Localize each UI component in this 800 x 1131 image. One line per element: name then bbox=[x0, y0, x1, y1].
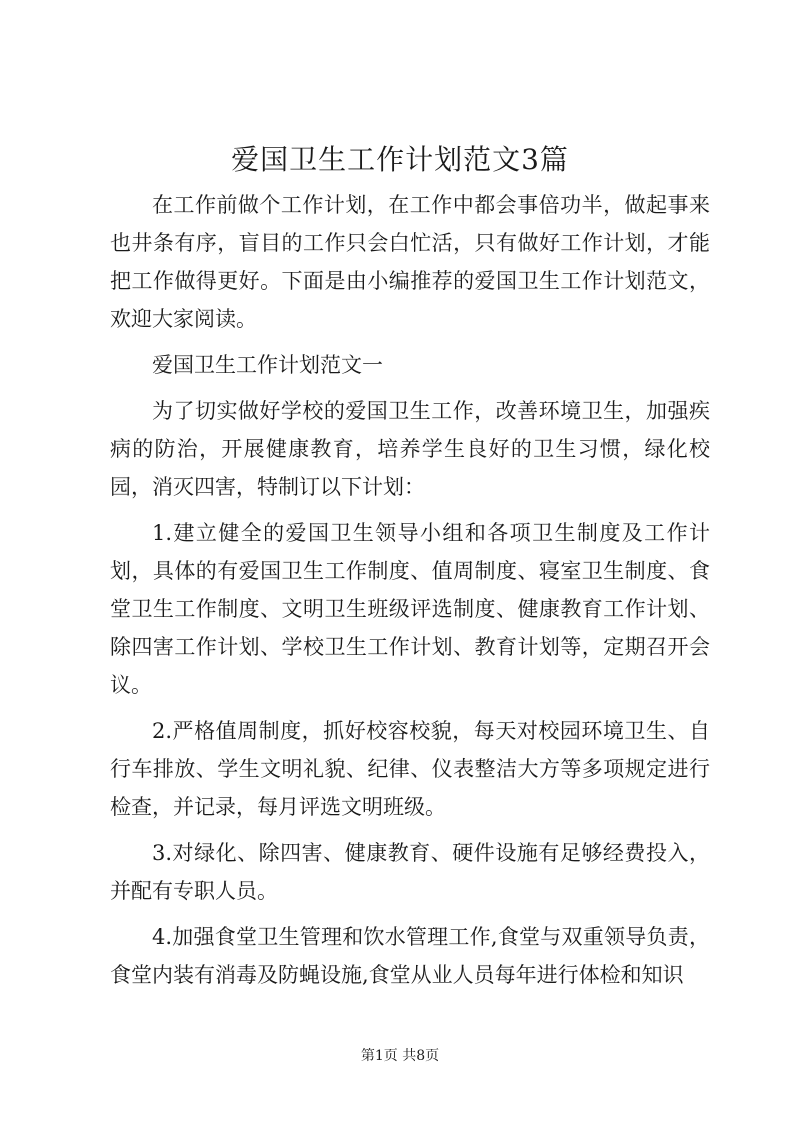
plan-item-1: 1.建立健全的爱国卫生领导小组和各项卫生制度及工作计划，具体的有爱国卫生工作制度、值周制度、寝室卫生制度、食堂卫生工作制度、文明卫生班级评选制度、健康教育工作计划、除四害工作计划、学校卫生工作计划、教育计划等，定期召开会议。 bbox=[110, 521, 710, 697]
document-title: 爱国卫生工作计划范文3篇 bbox=[231, 143, 569, 176]
plan-item-2: 2.严格值周制度，抓好校容校貌，每天对校园环境卫生、自行车排放、学生文明礼貌、纪律、仪表整洁大方等多项规定进行检查，并记录，每月评选文明班级。 bbox=[110, 719, 710, 819]
document-body bbox=[110, 186, 710, 1002]
plan-item-3: 3.对绿化、除四害、健康教育、硬件设施有足够经费投入，并配有专职人员。 bbox=[110, 841, 710, 903]
plan-item-4: 4.加强食堂卫生管理和饮水管理工作,食堂与双重领导负责，食堂内装有消毒及防蝇设施,食堂从业人员每年进行体检和知识 bbox=[110, 925, 710, 987]
purpose-paragraph: 为了切实做好学校的爱国卫生工作，改善环境卫生，加强疾病的防治，开展健康教育，培养学生良好的卫生习惯，绿化校园，消灭四害，特制订以下计划： bbox=[110, 399, 710, 499]
page-footer: 第1页 共8页 bbox=[360, 1048, 440, 1064]
section-heading: 爱国卫生工作计划范文一 bbox=[152, 353, 383, 377]
intro-paragraph: 在工作前做个工作计划，在工作中都会事倍功半，做起事来也井条有序，盲目的工作只会白忙活，只有做好工作计划，才能把工作做得更好。下面是由小编推荐的爱国卫生工作计划范文，欢迎大家阅读。 bbox=[110, 193, 710, 331]
